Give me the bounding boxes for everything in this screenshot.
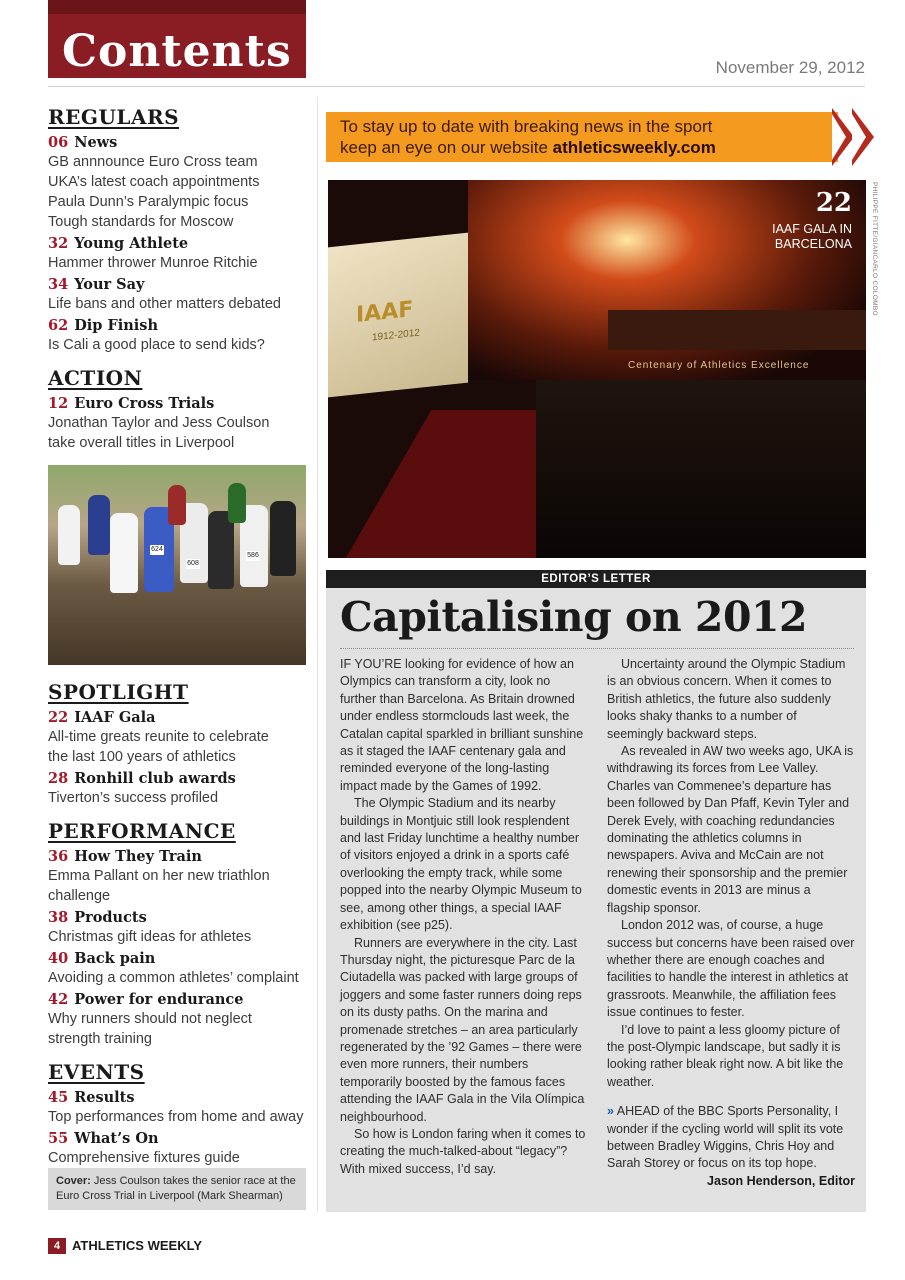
contents-entry-euro-cross-trials[interactable]: 12 Euro Cross Trials — [48, 395, 215, 412]
website-link[interactable]: athleticsweekly.com — [552, 138, 716, 157]
section-heading-spotlight: SPOTLIGHT — [48, 680, 189, 704]
contents-entry-your-say[interactable]: 34 Your Say — [48, 276, 145, 293]
centenary-years: 1912-2012 — [372, 327, 420, 344]
photo-credit: PHILIPPE FITTE/GIANCARLO COLOMBO — [871, 182, 878, 316]
photo-caption: IAAF GALA IN BARCELONA — [772, 222, 852, 251]
entry-description: Top performances from home and away — [48, 1109, 304, 1125]
entry-description: Why runners should not neglect strength training — [48, 1011, 252, 1047]
entry-description: Emma Pallant on her new triathlon challenge — [48, 868, 270, 904]
double-chevron-icon: » — [607, 1104, 614, 1119]
publication-name: ATHLETICS WEEKLY — [72, 1238, 203, 1253]
entry-description: Avoiding a common athletes’ complaint — [48, 970, 299, 986]
page-title: Contents — [62, 26, 292, 77]
website-promo-banner[interactable]: To stay up to date with breaking news in the sport keep an eye on our website athleticsweekly.com — [326, 112, 838, 162]
contents-entry-young-athlete[interactable]: 32 Young Athlete — [48, 235, 189, 252]
chevron-cutout — [832, 114, 846, 160]
contents-entry-products[interactable]: 38 Products — [48, 909, 147, 926]
contents-entry-how-they-train[interactable]: 36 How They Train — [48, 848, 202, 865]
contents-entry-back-pain[interactable]: 40 Back pain — [48, 950, 156, 967]
entry-description: Life bans and other matters debated — [48, 296, 281, 312]
hall-balcony — [608, 310, 866, 350]
chevron-cutout — [852, 114, 866, 160]
entry-description: Comprehensive fixtures guide — [48, 1150, 240, 1166]
section-heading-action: ACTION — [48, 366, 143, 390]
entry-description: Hammer thrower Munroe Ritchie — [48, 255, 258, 271]
entry-description: Tiverton’s success profiled — [48, 790, 219, 806]
entry-description: All-time greats reunite to celebrate the last 100 years of athletics — [48, 729, 269, 765]
iaaf-logo: IAAF — [356, 296, 414, 329]
section-heading-performance: PERFORMANCE — [48, 819, 236, 843]
section-heading-regulars: REGULARS — [48, 105, 180, 129]
entry-description: Jonathan Taylor and Jess Coulson take overall titles in Liverpool — [48, 415, 270, 451]
contents-entry-iaaf-gala[interactable]: 22 IAAF Gala — [48, 709, 156, 726]
contents-list — [48, 104, 308, 1170]
race-bib: 624 — [151, 546, 163, 553]
feature-page-number: 22 — [815, 188, 852, 218]
contents-entry-dip-finish[interactable]: 62 Dip Finish — [48, 317, 159, 334]
race-bib: 608 — [187, 560, 199, 567]
entry-description: Christmas gift ideas for athletes — [48, 929, 252, 945]
page-number: 4 — [48, 1238, 66, 1254]
entry-description: Is Cali a good place to send kids? — [48, 337, 265, 353]
audience — [536, 380, 866, 558]
header-rule — [48, 86, 865, 87]
column-divider — [317, 97, 318, 1212]
editors-letter — [326, 570, 866, 1212]
cross-country-race-photo — [48, 465, 306, 665]
editorial-headline: Capitalising on 2012 — [340, 593, 808, 641]
contents-entry-results[interactable]: 45 Results — [48, 1089, 135, 1106]
section-heading-events: EVENTS — [48, 1060, 145, 1084]
race-bib: 586 — [247, 552, 259, 559]
hall-banner-text: Centenary of Athletics Excellence — [628, 360, 810, 371]
editorial-column-1: IF YOU’RE looking for evidence of how an Olympics can transform a city, look no further than Barcelona. As Britain drowned under endless stormclouds last week, the Catalan capital sparkled in brilliant sunshine as it staged the IAAF centenary gala and reminded everyone of the long-lasting impact made by the Games of 1992. The Olympic Stadium and its nearby buildings in Montjuic still look resplendent and last Friday lunchtime a healthy number of visitors enjoyed a drink in a sports café overlooking the empty track, while some popped into the nearby Olympic Museum to see, among other things, a special IAAF exhibition (see p25). Runners are everywhere in the city. Last Thursday night, the picturesque Parc de la Ciutadella was packed with large groups of joggers and some faster runners doing reps on its dusty paths. On the marina and promenade stretches – an area particularly regenerated by the ’92 Games – there were even more runners, their numbers temporarily boosted by the famous faces attending the IAAF Gala in the Vila Olímpica neighbourhood. So how is London faring when it comes to creating the much-talked-about “legacy”? With mixed success, I’d say. — [340, 657, 586, 1176]
contents-entry-news[interactable]: 06 News — [48, 134, 118, 151]
contents-entry-whats-on[interactable]: 55 What’s On — [48, 1130, 159, 1147]
editors-letter-label: EDITOR’S LETTER — [326, 570, 866, 588]
editor-signature: Jason Henderson, Editor — [707, 1173, 855, 1188]
editorial-column-2: Uncertainty around the Olympic Stadium is an obvious concern. When it comes to British athletics, the future also suddenly looks shaky thanks to a number of seemingly backward steps. As revealed in AW two weeks ago, UKA is withdrawing its forces from Lee Valley. Charles van Commenee’s departure has been followed by Dan Pfaff, Kevin Tyler and Derek Evely, with coaching redundancies dominating the athletics columns in newspapers. Aviva and McCain are not renewing their sponsorship and the premier domestic events in 2013 are minus a flagship sponsor. London 2012 was, of course, a huge success but concerns have been raised over whether there are enough coaches and facilities to handle the interest in athletics at grassroots. Meanwhile, the affiliation fees issue continues to fester. I’d love to paint a less gloomy picture of the post-Olympic landscape, but sadly it is looking rather bleak right now. A bit like the weather. » AHEAD of the BBC Sports Personality, I wonder if the cycling world will split its vote between Bradley Wiggins, Chris Hoy and Sarah Storey or focus on its top hope. Jason Henderson, Editor — [607, 656, 855, 1190]
masthead-top-stripe — [48, 0, 306, 14]
headline-rule — [340, 648, 854, 649]
iaaf-gala-photo — [328, 180, 866, 558]
stage-lights — [468, 180, 866, 380]
contents-entry-power-for-endurance[interactable]: 42 Power for endurance — [48, 991, 244, 1008]
contents-entry-ronhill-club-awards[interactable]: 28 Ronhill club awards — [48, 770, 236, 787]
issue-date: November 29, 2012 — [715, 58, 865, 77]
cover-caption: Cover: Jess Coulson takes the senior race at the Euro Cross Trial in Liverpool (Mark Shearman) — [48, 1168, 306, 1210]
entry-description: GB annnounce Euro Cross team UKA’s latest coach appointments Paula Dunn’s Paralympic focus Tough standards for Moscow — [48, 154, 260, 230]
